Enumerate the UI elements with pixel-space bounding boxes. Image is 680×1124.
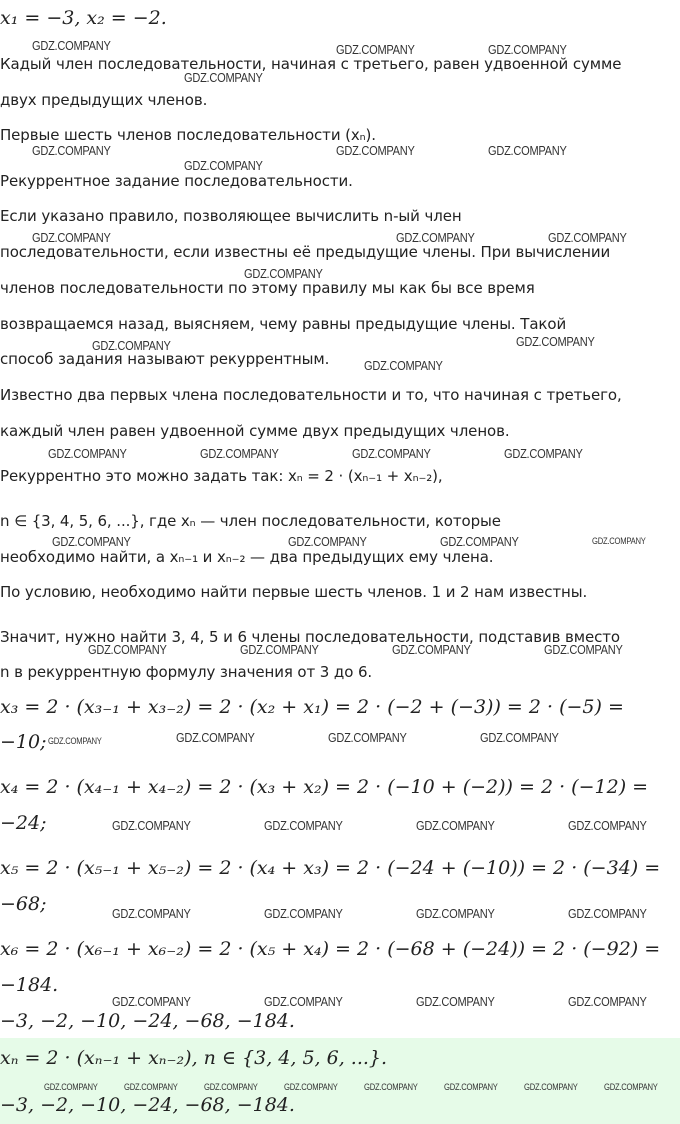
watermark: GDZ.COMPANY — [328, 730, 407, 745]
formula-desc-line-1: n ∈ {3, 4, 5, 6, ...}, где xₙ — член последовательности, которые — [0, 512, 501, 530]
watermark: GDZ.COMPANY — [264, 906, 343, 921]
watermark: GDZ.COMPANY — [416, 906, 495, 921]
watermark: GDZ.COMPANY — [200, 446, 279, 461]
watermark: GDZ.COMPANY — [416, 994, 495, 1009]
theory-line-5: способ задания называют рекуррентным. — [0, 350, 330, 368]
known-line-1: Известно два первых члена последовательности и то, что начиная с третьего, — [0, 386, 622, 404]
watermark: GDZ.COMPANY — [416, 818, 495, 833]
watermark: GDZ.COMPANY — [264, 818, 343, 833]
watermark: GDZ.COMPANY — [488, 42, 567, 57]
watermark: GDZ.COMPANY — [488, 143, 567, 158]
watermark: GDZ.COMPANY — [92, 338, 171, 353]
watermark: GDZ.COMPANY — [396, 230, 475, 245]
watermark: GDZ.COMPANY — [524, 1082, 578, 1092]
rule-line-1: Кадый член последовательности, начиная с третьего, равен удвоенной сумме — [0, 55, 622, 73]
formula-intro: Рекуррентно это можно задать так: xₙ = 2 · (xₙ₋₁ + xₙ₋₂), — [0, 467, 443, 485]
watermark: GDZ.COMPANY — [592, 536, 646, 546]
watermark: GDZ.COMPANY — [440, 534, 519, 549]
x3-calc-line-2: −10; — [0, 731, 47, 753]
watermark: GDZ.COMPANY — [568, 818, 647, 833]
watermark: GDZ.COMPANY — [264, 994, 343, 1009]
x5-calc-line-2: −68; — [0, 893, 47, 915]
watermark: GDZ.COMPANY — [336, 143, 415, 158]
theory-line-2: последовательности, если известны её предыдущие члены. При вычислении — [0, 243, 611, 261]
watermark: GDZ.COMPANY — [284, 1082, 338, 1092]
plan-line-1: Значит, нужно найти 3, 4, 5 и 6 члены последовательности, подставив вместо — [0, 628, 621, 646]
given-values: x₁ = −3, x₂ = −2. — [0, 7, 167, 29]
condition-text: По условию, необходимо найти первые шесть членов. 1 и 2 нам известны. — [0, 583, 588, 601]
watermark: GDZ.COMPANY — [112, 818, 191, 833]
known-line-2: каждый член равен удвоенной сумме двух предыдущих членов. — [0, 422, 510, 440]
watermark: GDZ.COMPANY — [112, 906, 191, 921]
rule-line-2: двух предыдущих членов. — [0, 91, 208, 109]
watermark: GDZ.COMPANY — [240, 642, 319, 657]
watermark: GDZ.COMPANY — [32, 143, 111, 158]
watermark: GDZ.COMPANY — [352, 446, 431, 461]
watermark: GDZ.COMPANY — [604, 1082, 658, 1092]
watermark: GDZ.COMPANY — [44, 1082, 98, 1092]
watermark: GDZ.COMPANY — [480, 730, 559, 745]
answer-formula: xₙ = 2 · (xₙ₋₁ + xₙ₋₂), n ∈ {3, 4, 5, 6, ...}. — [0, 1047, 388, 1069]
watermark: GDZ.COMPANY — [544, 642, 623, 657]
watermark: GDZ.COMPANY — [516, 334, 595, 349]
watermark: GDZ.COMPANY — [48, 446, 127, 461]
watermark: GDZ.COMPANY — [336, 42, 415, 57]
theory-line-3: членов последовательности по этому правилу мы как бы все время — [0, 279, 535, 297]
watermark: GDZ.COMPANY — [48, 736, 102, 746]
watermark: GDZ.COMPANY — [176, 730, 255, 745]
x4-calc-line-1: x₄ = 2 · (x₄₋₁ + x₄₋₂) = 2 · (x₃ + x₂) = 2 · (−10 + (−2)) = 2 · (−12) = — [0, 776, 649, 798]
x4-calc-line-2: −24; — [0, 812, 47, 834]
watermark: GDZ.COMPANY — [32, 230, 111, 245]
watermark: GDZ.COMPANY — [444, 1082, 498, 1092]
watermark: GDZ.COMPANY — [88, 642, 167, 657]
x5-calc-line-1: x₅ = 2 · (x₅₋₁ + x₅₋₂) = 2 · (x₄ + x₃) = 2 · (−24 + (−10)) = 2 · (−34) = — [0, 857, 661, 879]
theory-line-1: Если указано правило, позволяющее вычислить n-ый член — [0, 207, 462, 225]
x3-calc-line-1: x₃ = 2 · (x₃₋₁ + x₃₋₂) = 2 · (x₂ + x₁) = 2 · (−2 + (−3)) = 2 · (−5) = — [0, 696, 624, 718]
watermark: GDZ.COMPANY — [184, 70, 263, 85]
section-heading: Рекуррентное задание последовательности. — [0, 172, 353, 190]
watermark: GDZ.COMPANY — [32, 38, 111, 53]
answer-values: −3, −2, −10, −24, −68, −184. — [0, 1094, 295, 1116]
watermark: GDZ.COMPANY — [112, 994, 191, 1009]
result-values: −3, −2, −10, −24, −68, −184. — [0, 1010, 295, 1032]
watermark: GDZ.COMPANY — [568, 994, 647, 1009]
plan-line-2: n в рекуррентную формулу значения от 3 до 6. — [0, 663, 373, 681]
formula-desc-line-2: необходимо найти, а xₙ₋₁ и xₙ₋₂ — два предыдущих ему члена. — [0, 548, 494, 566]
watermark: GDZ.COMPANY — [204, 1082, 258, 1092]
task-statement: Первые шесть членов последовательности (xₙ). — [0, 126, 376, 144]
watermark: GDZ.COMPANY — [124, 1082, 178, 1092]
watermark: GDZ.COMPANY — [568, 906, 647, 921]
watermark: GDZ.COMPANY — [364, 1082, 418, 1092]
theory-line-4: возвращаемся назад, выясняем, чему равны предыдущие члены. Такой — [0, 315, 567, 333]
watermark: GDZ.COMPANY — [52, 534, 131, 549]
x6-calc-line-1: x₆ = 2 · (x₆₋₁ + x₆₋₂) = 2 · (x₅ + x₄) = 2 · (−68 + (−24)) = 2 · (−92) = — [0, 938, 661, 960]
watermark: GDZ.COMPANY — [548, 230, 627, 245]
watermark: GDZ.COMPANY — [392, 642, 471, 657]
watermark: GDZ.COMPANY — [244, 266, 323, 281]
watermark: GDZ.COMPANY — [364, 358, 443, 373]
watermark: GDZ.COMPANY — [184, 158, 263, 173]
watermark: GDZ.COMPANY — [288, 534, 367, 549]
watermark: GDZ.COMPANY — [504, 446, 583, 461]
x6-calc-line-2: −184. — [0, 974, 59, 996]
